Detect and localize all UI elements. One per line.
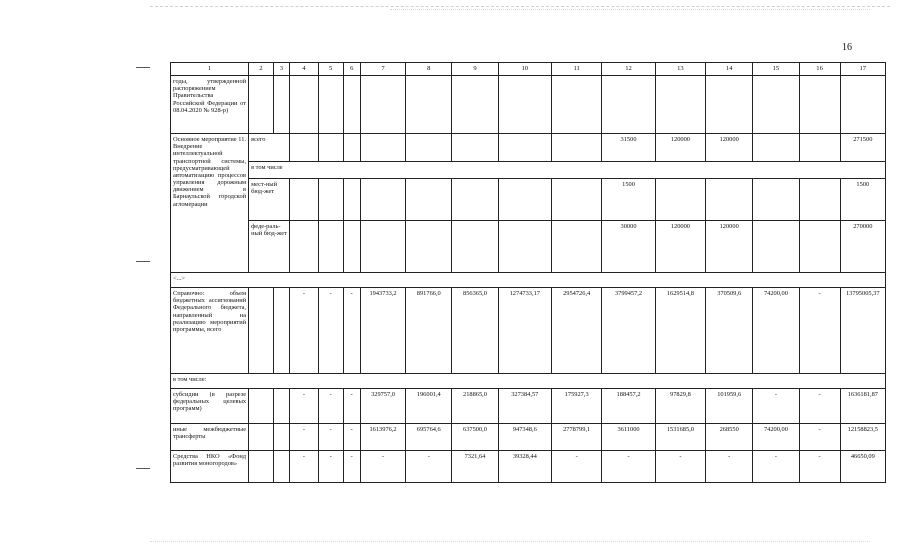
column-header: 10 bbox=[498, 63, 551, 76]
table-cell: - bbox=[343, 389, 360, 424]
subtotal-label: в том числе: bbox=[171, 374, 886, 389]
table-cell: - bbox=[799, 389, 840, 424]
table-row bbox=[171, 162, 886, 179]
table-cell: - bbox=[318, 424, 343, 451]
column-header: 8 bbox=[406, 63, 452, 76]
margin-mark bbox=[136, 261, 150, 262]
table-cell: - bbox=[343, 288, 360, 374]
table-cell: 947348,6 bbox=[498, 424, 551, 451]
table-cell: 120000 bbox=[706, 134, 753, 162]
table-row bbox=[171, 179, 886, 221]
table-cell: 637500,0 bbox=[452, 424, 498, 451]
table-cell: 327384,57 bbox=[498, 389, 551, 424]
funding-source: мест-ный бюд-жет bbox=[249, 179, 290, 221]
scan-edge-bottom bbox=[150, 541, 870, 542]
column-header: 5 bbox=[318, 63, 343, 76]
column-header: 6 bbox=[343, 63, 360, 76]
row-description: Основное мероприятие 11. Внедрение интеллектуальной транспортной системы, предусматривающей автоматизацию процессов управления дорожным движением в Барнаульской городской агломерации bbox=[171, 134, 249, 273]
margin-mark bbox=[136, 67, 150, 68]
table-cell: - bbox=[318, 288, 343, 374]
table-cell: 175927,3 bbox=[552, 389, 602, 424]
table-cell: 268550 bbox=[706, 424, 753, 451]
table-cell: 856365,0 bbox=[452, 288, 498, 374]
table-cell: - bbox=[343, 451, 360, 483]
table-cell: - bbox=[406, 451, 452, 483]
table-cell: 188457,2 bbox=[602, 389, 655, 424]
table-cell: 370509,6 bbox=[706, 288, 753, 374]
table-cell: 1531685,0 bbox=[655, 424, 705, 451]
table-cell: 31500 bbox=[602, 134, 655, 162]
table-cell: - bbox=[799, 288, 840, 374]
table-cell: 270000 bbox=[840, 221, 885, 273]
table-cell: - bbox=[360, 451, 405, 483]
column-header: 11 bbox=[552, 63, 602, 76]
table-cell: 1274733,17 bbox=[498, 288, 551, 374]
table-cell: 891766,0 bbox=[406, 288, 452, 374]
column-header: 4 bbox=[290, 63, 319, 76]
table-row bbox=[171, 424, 886, 451]
table-cell: - bbox=[753, 451, 799, 483]
column-header: 16 bbox=[799, 63, 840, 76]
table-cell: 2954726,4 bbox=[552, 288, 602, 374]
table-cell: - bbox=[552, 451, 602, 483]
row-description: субсидии (в разрезе федеральных целевых программ) bbox=[171, 389, 249, 424]
table-row bbox=[171, 273, 886, 288]
table-cell: 74200,00 bbox=[753, 424, 799, 451]
table-row bbox=[171, 451, 886, 483]
row-description: Справочно: объем бюджетных ассигнований Федерального бюджета, направленный на реализацию мероприятий программы, всего bbox=[171, 288, 249, 374]
table-cell: - bbox=[706, 451, 753, 483]
table-cell: 695764,6 bbox=[406, 424, 452, 451]
table-cell: - bbox=[799, 424, 840, 451]
table-cell: - bbox=[318, 451, 343, 483]
table-cell: - bbox=[290, 424, 319, 451]
table-cell: 97829,8 bbox=[655, 389, 705, 424]
table-row bbox=[171, 374, 886, 389]
column-header: 13 bbox=[655, 63, 705, 76]
column-header: 2 bbox=[249, 63, 274, 76]
omission-marker: <...> bbox=[171, 273, 886, 288]
table-cell: - bbox=[799, 451, 840, 483]
column-header: 1 bbox=[171, 63, 249, 76]
table-cell: 3611000 bbox=[602, 424, 655, 451]
column-header: 7 bbox=[360, 63, 405, 76]
table-cell: 30000 bbox=[602, 221, 655, 273]
table-cell: 7321,64 bbox=[452, 451, 498, 483]
header-row bbox=[171, 63, 886, 76]
table-cell: - bbox=[290, 451, 319, 483]
table-cell: 120000 bbox=[655, 221, 705, 273]
table-row bbox=[171, 389, 886, 424]
column-header: 12 bbox=[602, 63, 655, 76]
page-number: 16 bbox=[842, 42, 852, 53]
table-cell: 329757,0 bbox=[360, 389, 405, 424]
column-header: 14 bbox=[706, 63, 753, 76]
table-cell: - bbox=[290, 288, 319, 374]
scan-edge-top bbox=[150, 6, 890, 7]
subtotal-label: в том числе bbox=[249, 162, 886, 179]
row-description: годы, утвержденной распоряжением Правительства Российской Федерации от 08.04.2020 № 928-р) bbox=[171, 76, 249, 134]
table-cell: 120000 bbox=[706, 221, 753, 273]
table-cell: - bbox=[343, 424, 360, 451]
table-cell: 1636181,87 bbox=[840, 389, 885, 424]
table-cell: 39328,44 bbox=[498, 451, 551, 483]
column-header: 17 bbox=[840, 63, 885, 76]
column-header: 3 bbox=[273, 63, 289, 76]
table-cell: 3799457,2 bbox=[602, 288, 655, 374]
column-header: 15 bbox=[753, 63, 799, 76]
row-description: иные межбюджетные трансферты bbox=[171, 424, 249, 451]
margin-mark bbox=[136, 468, 150, 469]
table-cell: 120000 bbox=[655, 134, 705, 162]
table-cell: - bbox=[753, 389, 799, 424]
table-cell: 218865,0 bbox=[452, 389, 498, 424]
table-cell: - bbox=[318, 389, 343, 424]
table-cell: 1629514,8 bbox=[655, 288, 705, 374]
table-cell: 1500 bbox=[840, 179, 885, 221]
table-cell: 271500 bbox=[840, 134, 885, 162]
column-header: 9 bbox=[452, 63, 498, 76]
table-cell: - bbox=[655, 451, 705, 483]
table-row bbox=[171, 134, 886, 162]
table-row bbox=[171, 221, 886, 273]
table-cell: 101959,6 bbox=[706, 389, 753, 424]
budget-table bbox=[170, 62, 886, 483]
table-cell: 74200,00 bbox=[753, 288, 799, 374]
funding-source: феде-раль-ный бюд-жет bbox=[249, 221, 290, 273]
table-cell: 196001,4 bbox=[406, 389, 452, 424]
table-cell: 12158823,5 bbox=[840, 424, 885, 451]
table-cell: 46650,09 bbox=[840, 451, 885, 483]
table-cell: 1613976,2 bbox=[360, 424, 405, 451]
table-cell: 2778799,1 bbox=[552, 424, 602, 451]
funding-source: всего bbox=[249, 134, 290, 162]
table-cell: 13795005,37 bbox=[840, 288, 885, 374]
scan-edge-top-secondary bbox=[390, 9, 870, 10]
table-cell: - bbox=[290, 389, 319, 424]
table-cell: 1943733,2 bbox=[360, 288, 405, 374]
table-row bbox=[171, 76, 886, 134]
table-cell: 1500 bbox=[602, 179, 655, 221]
row-description: Средства НКО «Фонд развития моногородов» bbox=[171, 451, 249, 483]
table-cell: - bbox=[602, 451, 655, 483]
table-row bbox=[171, 288, 886, 374]
